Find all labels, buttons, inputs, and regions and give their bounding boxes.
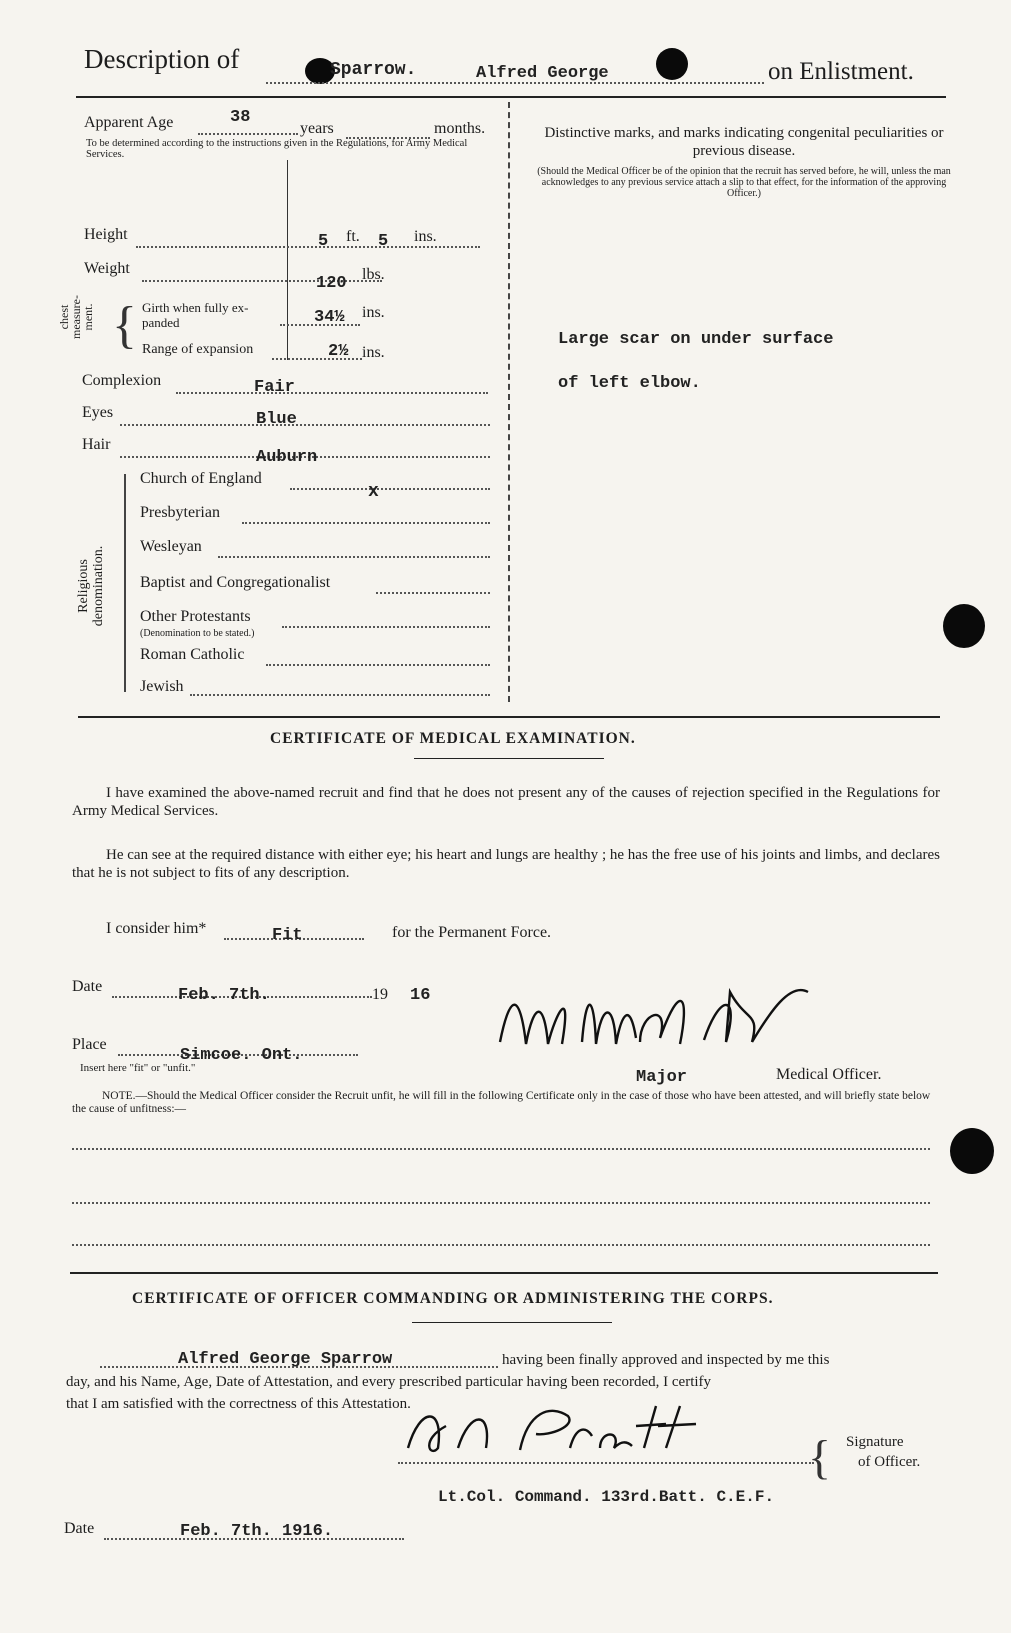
religion-item: Wesleyan [140, 538, 202, 555]
title-text: Description of [84, 44, 240, 74]
commanding-date-label: Date [64, 1520, 95, 1537]
signature-brace: { [808, 1431, 832, 1484]
medical-note-text: NOTE.—Should the Medical Officer consider the Recruit unfit, he will fill in the following Certificate only in the case of those who have been attested, and will briefly state below the cause of unfitness:— [72, 1090, 931, 1115]
rank-value: Major [636, 1068, 688, 1087]
years-label: years [300, 120, 334, 137]
commanding-heading-underline [412, 1322, 612, 1323]
weight-value: 120 [316, 274, 347, 293]
column-divider [508, 102, 510, 702]
religion-dots [290, 488, 490, 490]
religion-dots [190, 694, 490, 696]
religion-side-label [76, 526, 106, 646]
eyes-dots [120, 424, 490, 426]
age-note [86, 138, 496, 160]
medical-heading: CERTIFICATE OF MEDICAL EXAMINATION. [270, 730, 636, 747]
punch-hole [950, 1128, 994, 1174]
eyes-label: Eyes [82, 404, 114, 421]
place-label: Place [72, 1036, 107, 1053]
weight-label: Weight [84, 260, 130, 277]
religion-item: Jewish [140, 678, 184, 695]
chest-label-text: chest measure-ment. [57, 295, 95, 339]
signature-label-2: of Officer. [858, 1454, 921, 1470]
age-dots [198, 133, 298, 135]
chest-brace: { [112, 297, 137, 354]
range-ins-label: ins. [362, 344, 385, 361]
marks-line-1: Large scar on under surface [558, 330, 834, 349]
marks-heading-text: Distinctive marks, and marks indicating congenital peculiarities or previous disease. [544, 125, 944, 159]
surname-value: Sparrow. [330, 60, 417, 80]
commanding-para-line-3: that I am satisfied with the correctness of this Attestation. [66, 1396, 411, 1412]
hair-label: Hair [82, 436, 111, 453]
commanding-name-value: Alfred George Sparrow [178, 1350, 393, 1369]
chest-label [58, 282, 94, 352]
range-dots [272, 358, 362, 360]
complexion-label: Complexion [82, 372, 162, 389]
medical-date-label: Date [72, 978, 103, 995]
marks-line-2: of left elbow. [558, 374, 701, 393]
title-end: on Enlistment. [768, 58, 914, 85]
hair-value: Auburn [256, 448, 318, 467]
unfitness-line [72, 1202, 930, 1204]
religion-item: Presbyterian [140, 504, 220, 521]
height-label: Height [84, 226, 128, 243]
medical-officer-signature [490, 972, 840, 1062]
range-label: Range of expansion [142, 342, 254, 357]
marks-note [534, 166, 954, 199]
commanding-para-line-2: day, and his Name, Age, Date of Attestation, and every prescribed particular having been recorded, I certify [66, 1374, 712, 1390]
medical-date-value: Feb. 7th. [178, 986, 270, 1005]
ins-label: ins. [414, 228, 437, 245]
punch-hole [943, 604, 985, 648]
medical-para-1-text: I have examined the above-named recruit and find that he does not present any of the causes of rejection specified in the Regulations for Army Medical Services. [72, 785, 940, 819]
page-title [84, 44, 239, 75]
marks-heading [534, 124, 954, 160]
signature-dots [398, 1462, 814, 1464]
religion-dots [218, 556, 490, 558]
section-rule [78, 716, 940, 718]
range-value: 2½ [328, 342, 349, 361]
religion-bracket [124, 474, 126, 692]
value-column-line [287, 160, 288, 360]
complexion-dots [176, 392, 488, 394]
marks-note-text: (Should the Medical Officer be of the opinion that the recruit has served before, he will, unless the man acknowledges to any previous service attach a slip to that effect, for the information of the approving Officer.) [537, 166, 951, 199]
religion-other-note: (Denomination to be stated.) [140, 628, 255, 639]
age-value: 38 [230, 108, 251, 127]
girth-ins-label: ins. [362, 304, 385, 321]
months-label: months. [434, 120, 486, 137]
religion-item: Other Protestants [140, 608, 251, 625]
religion-item: Church of England [140, 470, 262, 487]
punch-hole [656, 48, 688, 80]
place-value: Simcoe. Ont. [180, 1046, 303, 1065]
medical-officer-label: Medical Officer. [776, 1066, 882, 1083]
religion-item: Baptist and Congregationalist [140, 574, 331, 591]
religion-dots [282, 626, 490, 628]
height-dots [136, 246, 480, 248]
fit-value: Fit [272, 926, 303, 945]
medical-para-1 [72, 784, 940, 820]
commanding-date-value: Feb. 7th. 1916. [180, 1522, 334, 1541]
officer-title: Lt.Col. Command. 133rd.Batt. C.E.F. [438, 1488, 775, 1506]
girth-label [142, 300, 272, 330]
unfitness-line [72, 1244, 930, 1246]
religion-mark: x [368, 482, 379, 502]
insert-note: Insert here "fit" or "unfit." [80, 1062, 196, 1074]
medical-heading-underline [414, 758, 604, 759]
medical-note [72, 1090, 940, 1116]
religion-dots [376, 592, 490, 594]
signature-label-1: Signature [846, 1434, 904, 1450]
medical-para-2 [72, 846, 940, 882]
given-names-value: Alfred George [476, 64, 609, 83]
height-ft-value: 5 [318, 232, 329, 251]
commanding-para-line-1: having been finally approved and inspected by me this [502, 1352, 830, 1368]
section-rule [70, 1272, 938, 1274]
year-value: 16 [410, 986, 431, 1005]
lbs-label: lbs. [362, 266, 385, 283]
girth-value: 34½ [314, 308, 345, 327]
year-prefix: 19 [372, 986, 388, 1003]
religion-side-text: Religious denomination. [76, 545, 106, 627]
medical-para-2-text: He can see at the required distance with either eye; his heart and lungs are healthy ; he has the free use of his joints and limbs, and declares that he is not subject to fits of any description. [72, 847, 940, 881]
eyes-value: Blue [256, 410, 297, 429]
unfitness-line [72, 1148, 930, 1150]
age-note-text: To be determined according to the instructions given in the Regulations, for Army Medical Services. [86, 138, 468, 160]
consider-label: I consider him* [106, 920, 207, 937]
complexion-value: Fair [254, 378, 295, 397]
force-label: for the Permanent Force. [392, 924, 552, 941]
ft-label: ft. [346, 228, 360, 245]
age-label: Apparent Age [84, 114, 174, 131]
religion-item: Roman Catholic [140, 646, 245, 663]
commanding-heading: CERTIFICATE OF OFFICER COMMANDING OR ADMINISTERING THE CORPS. [132, 1290, 774, 1307]
header-rule [76, 96, 946, 98]
height-in-value: 5 [378, 232, 389, 251]
commanding-officer-signature [400, 1396, 740, 1466]
religion-dots [266, 664, 490, 666]
girth-label-text: Girth when fully ex-panded [142, 300, 249, 330]
religion-dots [242, 522, 490, 524]
